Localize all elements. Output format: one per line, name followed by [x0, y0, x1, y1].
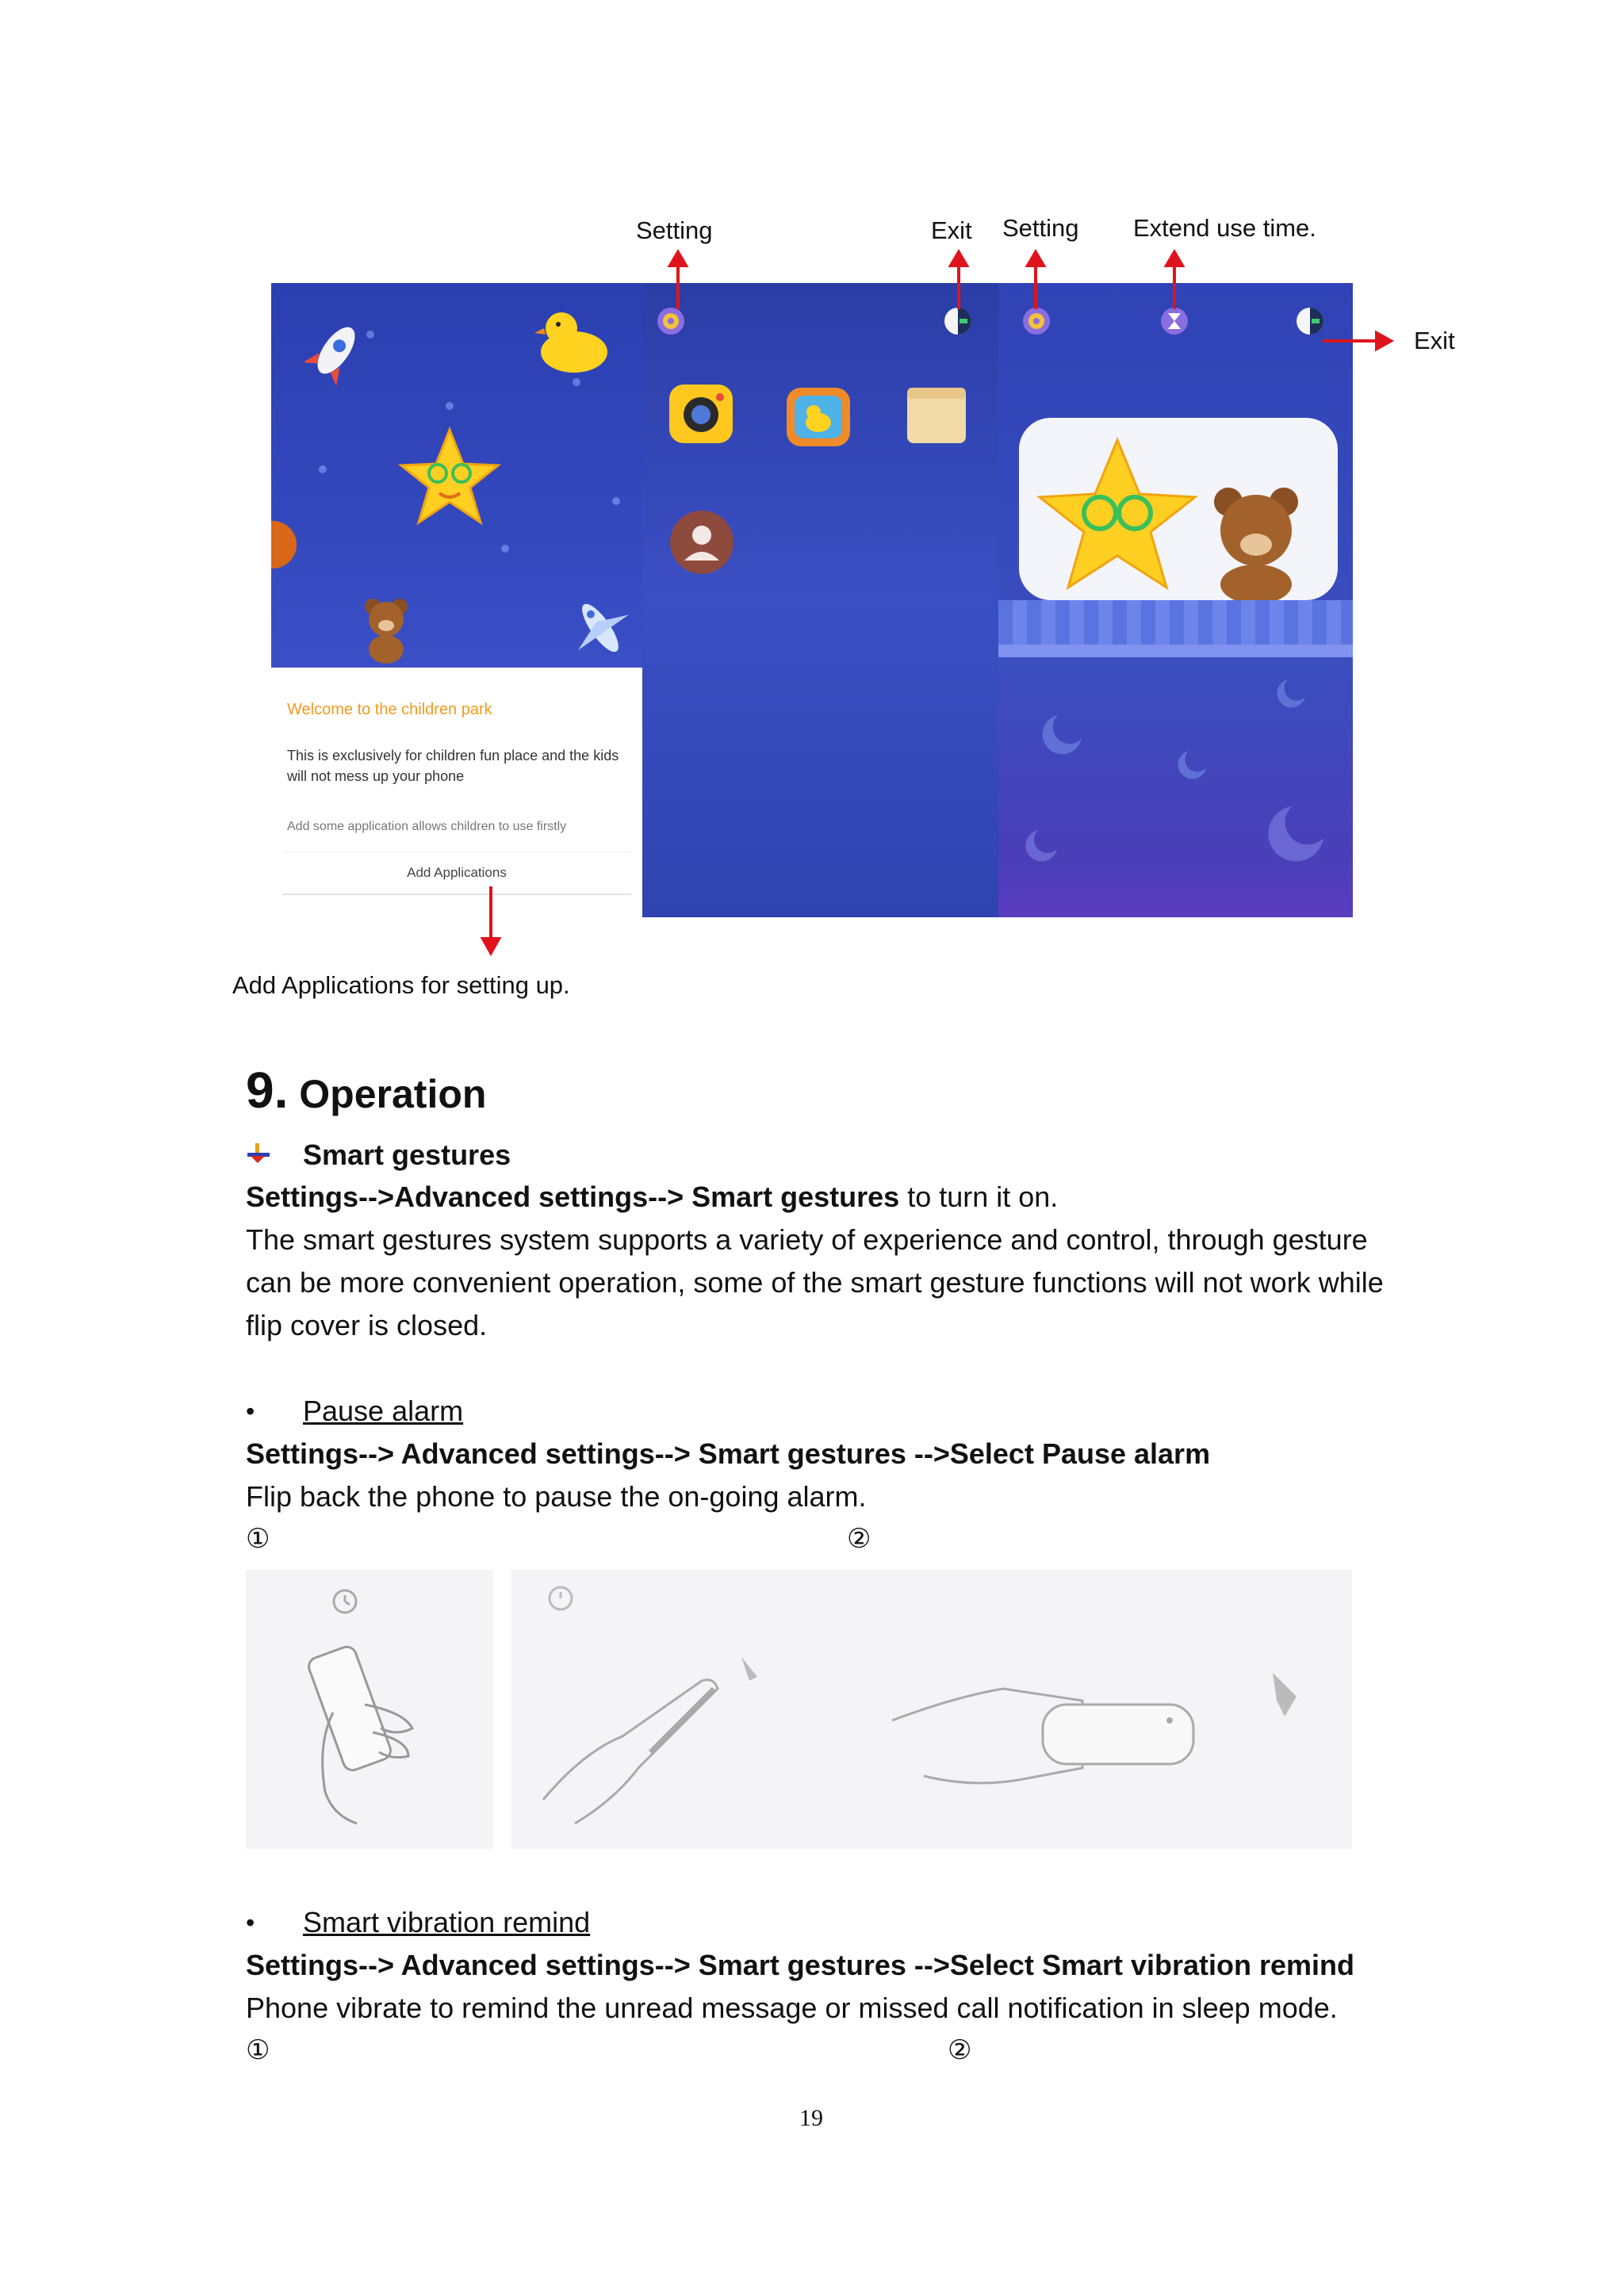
label-extend-use-time: Extend use time. [1133, 214, 1316, 242]
section-title: Operation [299, 1072, 487, 1116]
bullet: • [246, 1908, 255, 1937]
label-setting-2: Setting [1002, 214, 1079, 242]
exit-icon[interactable] [1294, 305, 1326, 337]
gesture-illustration-1 [246, 1570, 493, 1849]
smart-vibration-desc: Phone vibrate to remind the unread message or missed call notification in sleep mode. [246, 1992, 1338, 2024]
bullet: • [246, 1397, 255, 1425]
moons-decoration [998, 664, 1353, 917]
exit-icon[interactable] [942, 305, 974, 337]
hourglass-icon[interactable] [1159, 305, 1190, 337]
step-2-marker: ② [847, 1523, 871, 1555]
blanket-edge [998, 645, 1353, 657]
step-1-marker: ① [246, 1523, 270, 1555]
rocket-icon [304, 315, 368, 386]
path-bold: Settings-->Advanced settings--> Smart gestures [246, 1181, 900, 1213]
bullet-arrow-icon [246, 1142, 271, 1164]
planet-icon [271, 521, 297, 568]
sleeping-star-icon [1030, 434, 1205, 592]
add-applications-button[interactable]: Add Applications [282, 851, 631, 895]
contacts-app-icon[interactable] [666, 507, 737, 578]
screenshot-welcome [271, 283, 642, 917]
gear-icon[interactable] [655, 305, 687, 337]
welcome-panel [271, 668, 642, 917]
tv-app-icon[interactable] [782, 377, 855, 452]
page-number: 19 [799, 2105, 823, 2131]
label-exit-1: Exit [931, 216, 972, 244]
smart-gestures-path [246, 1176, 1058, 1219]
subheading-smart-gestures: Smart gestures [303, 1138, 511, 1171]
section-number: 9. [246, 1062, 289, 1119]
hand-holding-phone-icon [246, 1570, 493, 1849]
camera-app-icon[interactable] [666, 378, 737, 450]
screenshot-app-grid [642, 283, 998, 917]
label-add-applications: Add Applications for setting up. [232, 971, 570, 999]
gear-icon[interactable] [1021, 305, 1052, 337]
bear-icon [358, 592, 414, 664]
folder-app-icon[interactable] [904, 383, 969, 446]
welcome-title: Welcome to the children park [287, 701, 492, 718]
pause-alarm-desc: Flip back the phone to pause the on-going alarm. [246, 1480, 867, 1513]
smart-vibration-title: Smart vibration remind [303, 1906, 591, 1938]
step-1-marker: ① [246, 2034, 270, 2066]
star-character-icon [398, 426, 501, 529]
gesture-illustration-2 [511, 1570, 1352, 1849]
para-line-1: The smart gestures system supports a variety of experience and control, through gesture [246, 1223, 1368, 1256]
screenshot-sleep [998, 283, 1353, 917]
label-setting-1: Setting [636, 216, 713, 244]
flip-phone-gesture-icon [511, 1570, 1352, 1849]
pause-alarm-title: Pause alarm [303, 1395, 464, 1427]
label-exit-2: Exit [1414, 327, 1455, 354]
bear-icon [1205, 481, 1308, 600]
pause-alarm-path: Settings--> Advanced settings--> Smart gestures -->Select Pause alarm [246, 1437, 1211, 1470]
step-2-marker: ② [948, 2034, 972, 2066]
path-rest: to turn it on. [899, 1181, 1059, 1213]
welcome-hint: Add some application allows children to use firstly [287, 820, 567, 833]
smart-vibration-path: Settings--> Advanced settings--> Smart gestures -->Select Smart vibration remind [246, 1949, 1355, 1981]
para-line-2: can be more convenient operation, some of the smart gesture functions will not work while [246, 1266, 1384, 1299]
welcome-text: This is exclusively for children fun place and the kids will not mess up your phone [287, 748, 619, 784]
para-line-3: flip cover is closed. [246, 1309, 488, 1341]
section-heading [246, 1061, 486, 1119]
airplane-icon [565, 592, 636, 664]
duck-icon [533, 303, 612, 374]
blanket [998, 600, 1353, 648]
